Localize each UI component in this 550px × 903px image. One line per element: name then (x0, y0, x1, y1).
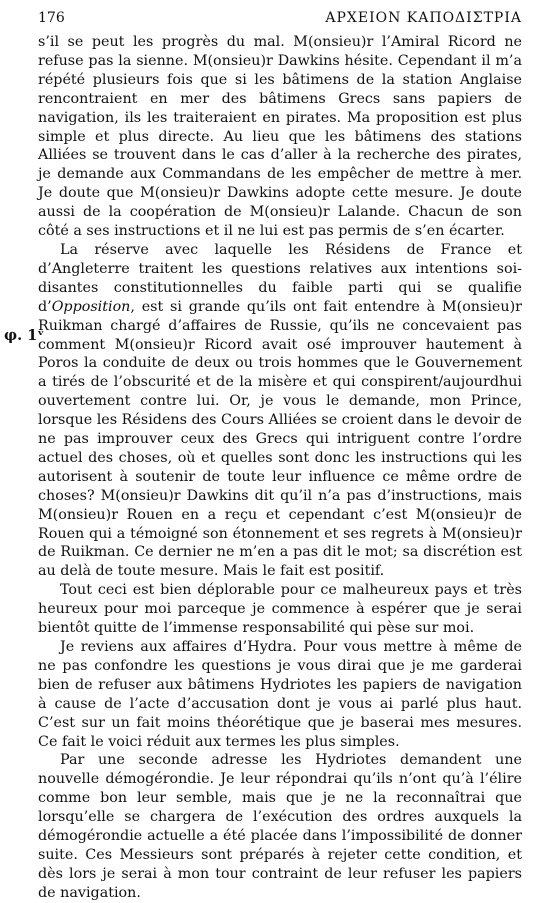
text-segment: Tout ceci est bien déplorable pour ce malheureux pays et très heureux pour moi parceque je commence à espérer que je serai bientôt quitte de l’immense responsabilité qui pèse sur moi. (38, 582, 522, 637)
italic-term: Opposition (51, 298, 131, 315)
paragraph (38, 751, 522, 902)
folio-margin-note: φ. 1ᵛ (4, 327, 45, 344)
text-segment: , est si grande qu’ils ont fait entendre à M(onsieu)r Ruikman chargé d’affaires de Russie, qu’ils ne concevaient pas comment M(onsieu)r Ricord avait osé improuver hautement à Poros la conduite de deux ou trois hommes que le Gouvernement a tirés de l’obscurité et de la misère et qui conspirent/aujourdhui ouvertement contre lui. Or, je vous le demande, mon Prince, lorsque les Résidens des Cours Alliées se croient dans le devoir de ne pas improuver ceux des Grecs qui intriguent contre l’ordre actuel des choses, où et quelles sont donc les instructions qui les autorisent à soutenir de toute leur influence ce même ordre de choses? M(onsieu)r Dawkins dit qu’il n’a pas d’instructions, mais M(onsieu)r Rouen en a reçu et cependant c’est M(onsieu)r de Rouen qui a témoigné son étonnement et ses regrets à M(onsieu)r de Ruikman. Ce dernier ne m’en a pas dit le mot; sa discrétion est au delà de toute mesure. Mais le fait est positif. (38, 298, 522, 580)
running-title: ΑΡΧΕΙΟΝ ΚΑΠΟΔΙΣΤΡΙΑ (325, 10, 522, 26)
paragraph (38, 581, 522, 638)
paragraph (38, 241, 522, 581)
text-segment: s’il se peut les progrès du mal. M(onsieu)r l’Amiral Ricord ne refuse pas la sienne. M(onsieu)r Dawkins hésite. Cependant il m’a répété plusieurs fois que si les bâtimens de la station Anglaise rencontraient en mer des bâtimens Grecs sans papiers de navigation, ils les traiteraient en pirates. Ma proposition est plus simple et plus directe. Au lieu que les bâtimens des stations Alliées se trouvent dans le cas d’aller à la recherche des pirates, je demande aux Commandans de les empêcher de mettre à mer. Je doute que M(onsieu)r Dawkins adopte cette mesure. Je doute aussi de la coopération de M(onsieu)r Lalande. Chacun de son côté a ses instructions et il ne lui est pas permis de s’en écarter. (38, 34, 522, 240)
text-segment: Par une seconde adresse les Hydriotes demandent une nouvelle démogérondie. Je leur répondrai qu’ils n’ont qu’à l’élire comme bon leur semble, mais que je ne la reconnaîtrai que lorsqu’elle se chargera de l’exécution des ordres auxquels la démogérondie actuelle a été placée dans l’impossibilité de donner suite. Ces Messieurs sont préparés à rejeter cette condition, et dès lors je serai à mon tour contraint de leur refuser les papiers de navigation. (38, 752, 522, 901)
text-segment: Je reviens aux affaires d’Hydra. Pour vous mettre à même de ne pas confondre les questions je vous dirai que je me garderai bien de refuser aux bâtimens Hydriotes les papiers de navigation à cause de l’acte d’accusation dont je vous ai parlé plus haut. C’est sur un fait moins théorétique que je baserai mes mesures. Ce fait le voici réduit aux termes les plus simples. (38, 639, 522, 750)
page-number: 176 (38, 10, 65, 26)
paragraph (38, 33, 522, 241)
text-segment: La réserve avec laquelle les Résidens de France et d’Angleterre traitent les questions relatives aux intentions soi-disantes constitutionnelles du faible parti qui se qualifie d’ (38, 241, 522, 315)
paragraph (38, 638, 522, 751)
body-text (38, 33, 522, 903)
page-header (38, 10, 522, 26)
